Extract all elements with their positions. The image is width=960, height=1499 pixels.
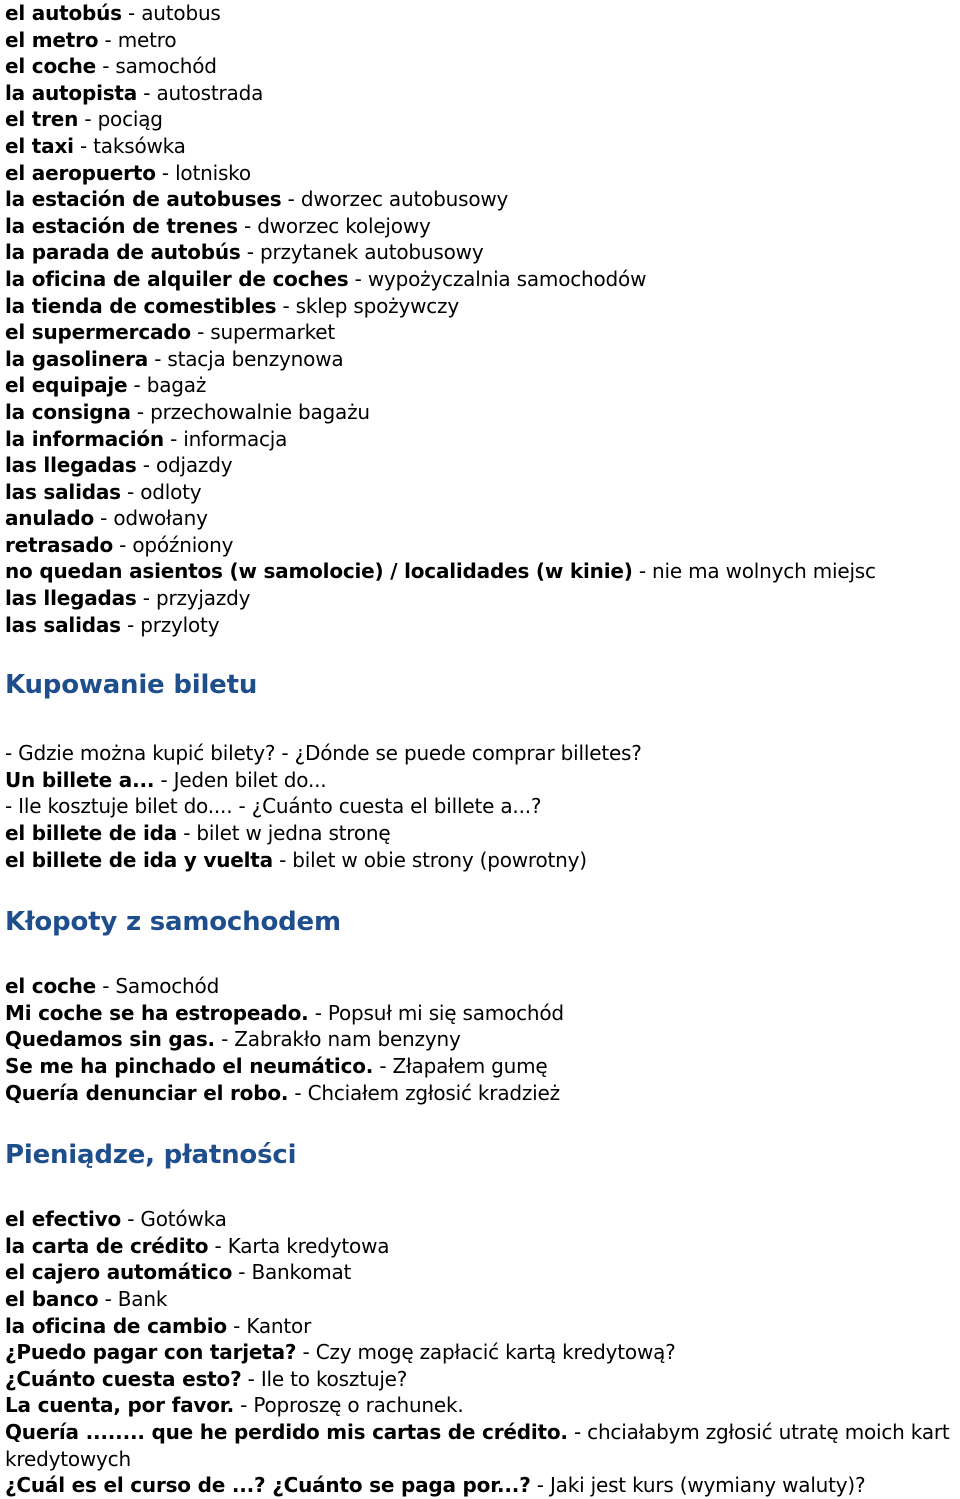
vocab-term: la parada de autobús (5, 240, 241, 265)
vocab-separator: - (233, 1393, 254, 1418)
vocab-term: el billete de ida y vuelta (5, 847, 273, 872)
vocab-line (5, 106, 960, 133)
vocab-separator: - (373, 1054, 393, 1078)
vocab-term: el coche (5, 54, 97, 79)
vocab-line (5, 266, 960, 293)
vocab-translation: - Ile kosztuje bilet do.... - ¿Cuánto cuesta el billete a...? (5, 794, 542, 819)
vocab-separator: - (98, 1286, 118, 1311)
vocab-term: la consigna (5, 399, 131, 424)
vocab-translation: autobus (141, 1, 221, 25)
vocab-line (5, 426, 960, 453)
vocab-term: las salidas (5, 612, 121, 637)
vocab-line (5, 372, 960, 399)
vocab-line (5, 1313, 960, 1340)
section-heading-kupowanie: Kupowanie biletu (5, 670, 258, 701)
vocab-translation: bilet w obie strony (powrotny) (292, 847, 587, 872)
vocab-translation: bilet w jedna stronę (196, 821, 391, 846)
vocab-translation: Samochód (115, 974, 220, 999)
vocab-term: el cajero automático (5, 1260, 233, 1285)
vocab-separator: - (120, 479, 141, 504)
vocab-translation: supermarket (210, 320, 336, 345)
vocab-list-kupowanie (5, 740, 960, 873)
vocab-term: La cuenta, por favor. (5, 1393, 234, 1418)
vocab-separator: - (348, 266, 368, 291)
vocab-translation: Poproszę o rachunek. (253, 1393, 464, 1418)
vocab-line (5, 239, 960, 266)
vocab-separator: - (121, 1207, 141, 1232)
vocab-separator: - (530, 1473, 550, 1498)
section-heading-pieniadze: Pieniądze, płatności (5, 1140, 297, 1171)
vocab-separator: - (154, 767, 174, 792)
vocab-line (5, 53, 960, 80)
vocab-translation: Złapałem gumę (392, 1054, 548, 1078)
vocab-term: ¿Puedo pagar con tarjeta? (5, 1340, 297, 1365)
vocab-separator: - (276, 293, 296, 318)
vocab-line (5, 80, 960, 107)
vocab-line (5, 346, 960, 373)
vocab-separator: - (96, 974, 116, 999)
vocab-translation: przytanek autobusowy (259, 240, 484, 265)
vocab-separator: - (136, 586, 156, 611)
vocab-term: Un billete a... (5, 767, 155, 792)
vocab-line (5, 479, 960, 506)
vocab-separator: - (96, 54, 116, 79)
vocab-separator: - (155, 160, 176, 185)
vocab-separator: - (137, 80, 157, 105)
vocab-term: el equipaje (5, 373, 128, 398)
vocab-term: el aeropuerto (5, 160, 156, 185)
vocab-separator: - (296, 1340, 316, 1365)
vocab-line (5, 1339, 960, 1366)
vocab-translation: pociąg (97, 107, 163, 132)
vocab-term: retrasado (5, 532, 114, 557)
vocab-term: las llegadas (5, 453, 137, 478)
vocab-term: la información (5, 426, 164, 451)
vocab-line (5, 1366, 960, 1393)
vocab-separator: - (136, 453, 156, 478)
vocab-term: Mi coche se ha estropeado. (5, 1000, 309, 1025)
vocab-term: la autopista (5, 80, 138, 105)
vocab-translation: przechowalnie bagażu (150, 399, 370, 424)
vocab-separator: - (98, 27, 118, 52)
vocab-line (5, 27, 960, 54)
vocab-term: ¿Cuánto cuesta esto? (5, 1366, 242, 1391)
vocab-separator: - (208, 1233, 228, 1258)
vocab-line (5, 452, 960, 479)
vocab-term: Se me ha pinchado el neumático. (5, 1054, 374, 1078)
vocab-separator: - (632, 559, 653, 584)
vocab-translation: odwołany (113, 506, 208, 531)
vocab-translation: Bankomat (251, 1260, 352, 1285)
vocab-translation: stacja benzynowa (167, 346, 344, 371)
vocab-separator: - (93, 506, 114, 531)
vocab-term: las llegadas (5, 586, 137, 611)
vocab-translation: przyloty (140, 612, 220, 637)
vocab-translation: Karta kredytowa (227, 1233, 390, 1258)
vocab-term: el billete de ida (5, 821, 178, 846)
vocab-term: la tienda de comestibles (5, 293, 277, 318)
vocab-translation: opóźniony (132, 532, 234, 557)
vocab-line (5, 505, 960, 532)
vocab-line (5, 1080, 960, 1107)
vocab-translation: nie ma wolnych miejsc (652, 559, 876, 584)
vocab-translation: bagaż (146, 373, 207, 398)
vocab-separator: - (73, 133, 94, 158)
vocab-translation: Gotówka (140, 1207, 227, 1232)
vocab-line (5, 293, 960, 320)
vocab-term: la carta de crédito (5, 1233, 209, 1258)
vocab-translation: taksówka (93, 133, 186, 158)
vocab-line (5, 1000, 960, 1027)
vocab-line (5, 1053, 960, 1080)
vocab-line (5, 399, 960, 426)
vocab-line (5, 1286, 960, 1313)
vocab-translation: przyjazdy (155, 586, 251, 611)
vocab-list-klopoty (5, 973, 960, 1106)
vocab-line (5, 1026, 960, 1053)
vocab-separator: - (308, 1000, 328, 1025)
vocab-term: la oficina de alquiler de coches (5, 266, 349, 291)
vocab-separator: - (127, 373, 147, 398)
vocab-separator: - (241, 1366, 261, 1391)
vocab-term: Quería denunciar el robo. (5, 1080, 289, 1105)
vocab-line (5, 0, 960, 27)
vocab-line (5, 847, 960, 874)
vocab-term: ¿Cuál es el curso de ...? ¿Cuánto se paga por...? (5, 1473, 531, 1498)
vocab-translation: autostrada (156, 80, 264, 105)
vocab-line (5, 1392, 960, 1419)
vocab-translation: chciałabym zgłosić utratę moich kart kredytowych (5, 1419, 950, 1471)
vocab-separator: - (177, 821, 197, 846)
vocab-translation: Kantor (246, 1313, 312, 1338)
vocab-line (5, 1472, 960, 1499)
vocab-translation: Czy mogę zapłacić kartą kredytową? (315, 1340, 676, 1365)
vocab-line (5, 532, 960, 559)
vocab-translation: informacja (183, 426, 288, 451)
vocab-line (5, 558, 960, 585)
vocab-term: Quedamos sin gas. (5, 1027, 215, 1052)
vocab-term: el coche (5, 974, 97, 999)
vocab-translation: metro (117, 27, 177, 52)
vocab-term: el autobús (5, 1, 122, 25)
vocab-line (5, 585, 960, 612)
vocab-separator: - (281, 187, 301, 212)
vocab-term: la gasolinera (5, 346, 149, 371)
vocab-separator: - (226, 1313, 247, 1338)
vocab-line (5, 319, 960, 346)
vocab-separator: - (121, 1, 142, 25)
vocab-term: no quedan asientos (w samolocie) / localidades (w kinie) (5, 559, 633, 584)
vocab-term: el tren (5, 107, 79, 132)
vocab-translation: Jaki jest kurs (wymiany waluty)? (549, 1473, 866, 1498)
vocab-translation: odloty (140, 479, 202, 504)
vocab-translation: Chciałem zgłosić kradzież (307, 1080, 560, 1105)
vocab-term: el efectivo (5, 1207, 122, 1232)
vocab-translation: odjazdy (155, 453, 233, 478)
vocab-line (5, 973, 960, 1000)
vocab-term: la oficina de cambio (5, 1313, 227, 1338)
vocab-line (5, 1206, 960, 1233)
vocab-line (5, 1259, 960, 1286)
vocab-translation: Bank (117, 1286, 168, 1311)
vocab-translation: samochód (115, 54, 217, 79)
vocab-translation: - Gdzie można kupić bilety? - ¿Dónde se puede comprar billetes? (5, 741, 642, 766)
vocab-translation: lotnisko (175, 160, 251, 185)
section-heading-klopoty: Kłopoty z samochodem (5, 907, 341, 938)
vocab-term: el supermercado (5, 320, 191, 345)
vocab-term: la estación de trenes (5, 213, 238, 238)
vocab-separator: - (237, 213, 258, 238)
vocab-term: anulado (5, 506, 94, 531)
vocab-separator: - (163, 426, 184, 451)
vocab-line (5, 740, 960, 767)
vocab-line (5, 160, 960, 187)
vocab-translation: wypożyczalnia samochodów (367, 266, 647, 291)
vocab-separator: - (120, 612, 141, 637)
vocab-line (5, 186, 960, 213)
vocab-line (5, 767, 960, 794)
vocab-line (5, 133, 960, 160)
vocab-line (5, 213, 960, 240)
vocab-line (5, 612, 960, 639)
vocab-separator: - (232, 1260, 252, 1285)
vocab-separator: - (288, 1080, 308, 1105)
vocab-translation: dworzec autobusowy (300, 187, 509, 212)
vocab-separator: - (190, 320, 211, 345)
vocab-term: Quería ........ que he perdido mis cartas de crédito. (5, 1419, 568, 1444)
vocab-list-transport (5, 0, 960, 638)
vocab-term: el banco (5, 1286, 99, 1311)
vocab-translation: sklep spożywczy (295, 293, 459, 318)
vocab-translation: Ile to kosztuje? (260, 1366, 408, 1391)
vocab-translation: Jeden bilet do... (173, 767, 327, 792)
vocab-line (5, 793, 960, 820)
vocab-line (5, 820, 960, 847)
vocab-separator: - (240, 240, 260, 265)
vocab-term: el taxi (5, 133, 74, 158)
vocab-line (5, 1419, 960, 1472)
vocab-separator: - (78, 107, 98, 132)
vocab-separator: - (214, 1027, 235, 1052)
vocab-term: la estación de autobuses (5, 187, 282, 212)
vocab-line (5, 1233, 960, 1260)
vocab-separator: - (113, 532, 133, 557)
vocab-list-pieniadze (5, 1206, 960, 1499)
vocab-translation: Zabrakło nam benzyny (234, 1027, 461, 1052)
vocab-separator: - (567, 1419, 588, 1444)
vocab-separator: - (130, 399, 151, 424)
vocab-translation: Popsuł mi się samochód (327, 1000, 564, 1025)
vocab-separator: - (148, 346, 168, 371)
vocab-term: las salidas (5, 479, 121, 504)
vocab-translation: dworzec kolejowy (257, 213, 431, 238)
vocab-separator: - (272, 847, 293, 872)
vocab-term: el metro (5, 27, 99, 52)
